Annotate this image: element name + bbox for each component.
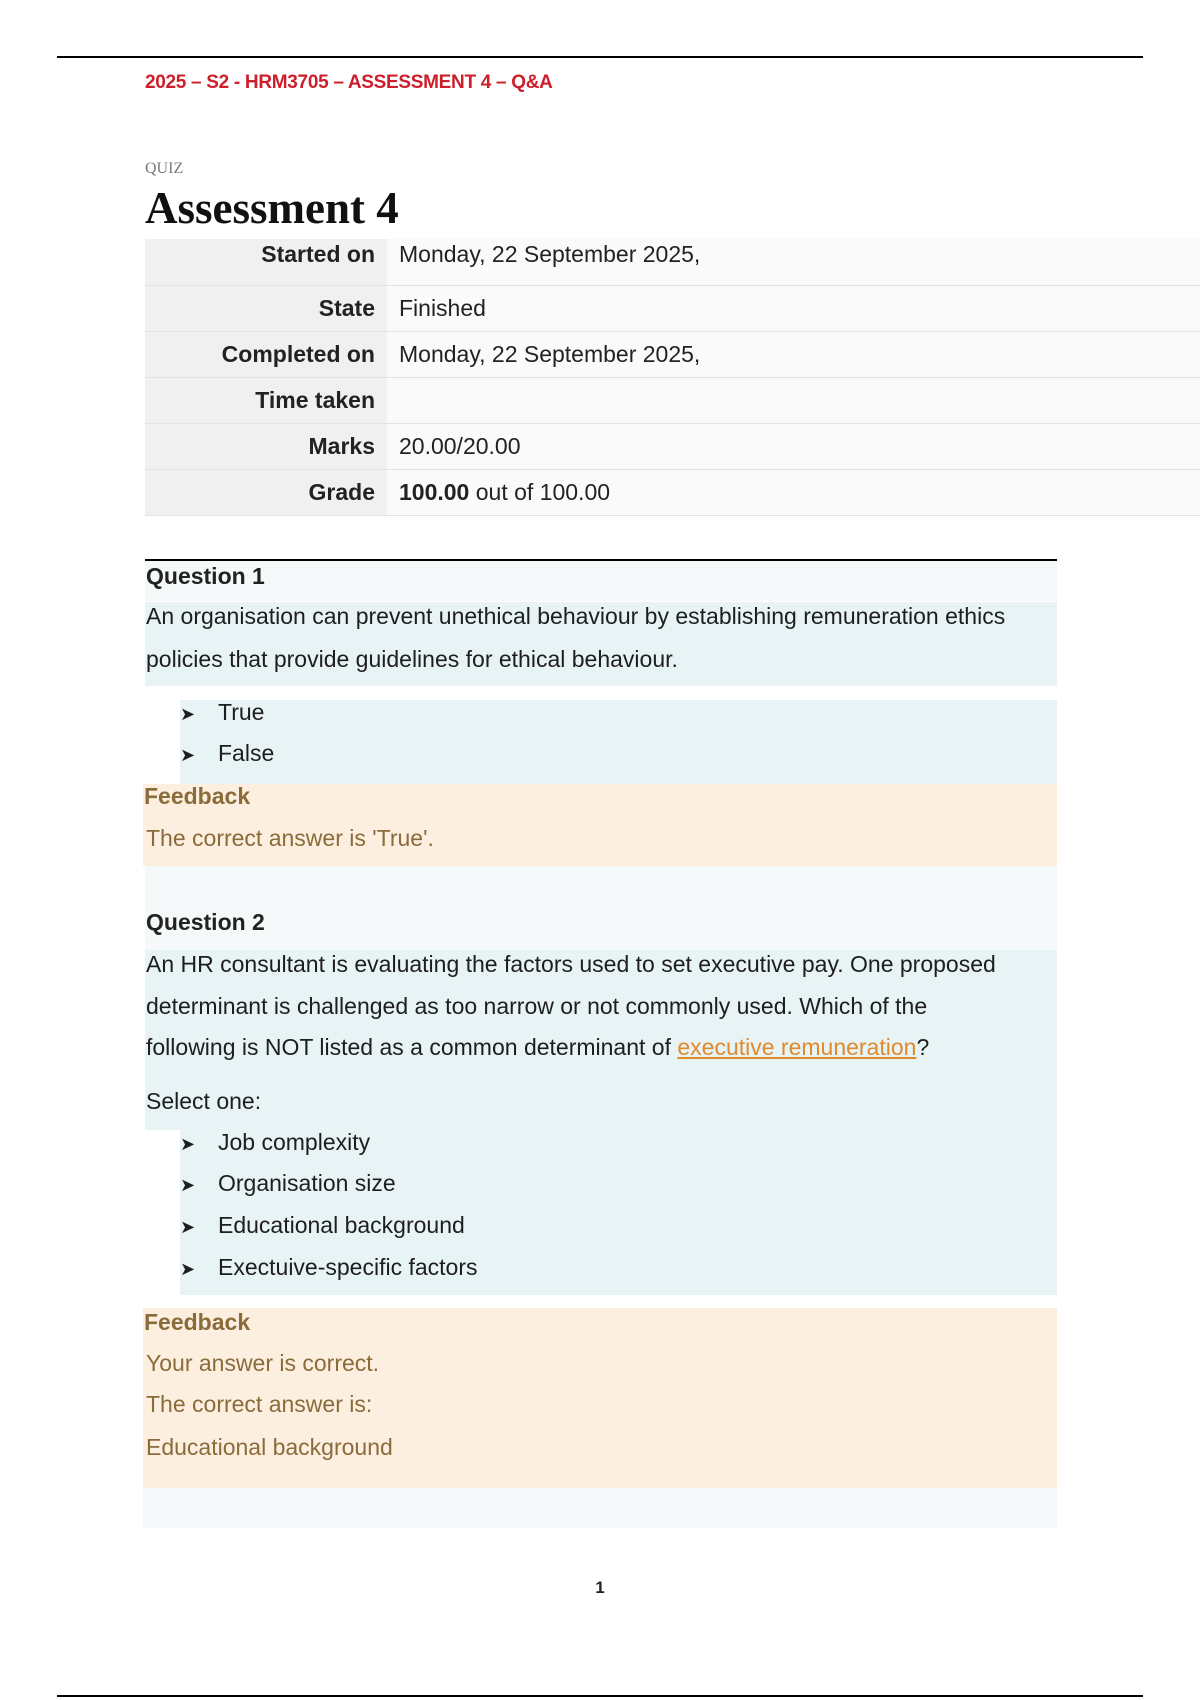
summary-row-started bbox=[145, 239, 1200, 285]
completed-label: Completed on bbox=[145, 331, 387, 377]
arrowhead-bullet-icon: ➤ bbox=[180, 1259, 196, 1279]
executive-remuneration-link[interactable]: executive remuneration bbox=[677, 1034, 917, 1060]
document-header: 2025 – S2 - HRM3705 – ASSESSMENT 4 – Q&A bbox=[145, 72, 553, 93]
quiz-label: QUIZ bbox=[145, 160, 184, 177]
question-1-header-bg bbox=[145, 561, 1057, 601]
question-2-feedback-line-1: Your answer is correct. bbox=[146, 1350, 380, 1376]
marks-value: 20.00/20.00 bbox=[387, 423, 1200, 469]
summary-row-completed bbox=[145, 331, 1200, 377]
arrowhead-bullet-icon: ➤ bbox=[180, 1134, 196, 1154]
question-1-option[interactable] bbox=[180, 699, 264, 726]
page-number: 1 bbox=[595, 1578, 605, 1597]
marks-label: Marks bbox=[145, 423, 387, 469]
question-1-options-panel bbox=[180, 700, 1057, 784]
arrowhead-bullet-icon: ➤ bbox=[180, 704, 196, 724]
option-label: Educational background bbox=[218, 1212, 465, 1238]
state-label: State bbox=[145, 285, 387, 331]
page-title: Assessment 4 bbox=[145, 183, 399, 233]
arrowhead-bullet-icon: ➤ bbox=[180, 1217, 196, 1237]
question-2-feedback-label: Feedback bbox=[144, 1309, 251, 1335]
state-value: Finished bbox=[387, 285, 1200, 331]
started-value: Monday, 22 September 2025, bbox=[387, 239, 1200, 285]
question-1-text-line-1: An organisation can prevent unethical behaviour by establishing remuneration ethics bbox=[146, 603, 1006, 629]
option-label: Organisation size bbox=[218, 1170, 396, 1196]
completed-value: Monday, 22 September 2025, bbox=[387, 331, 1200, 377]
attempt-summary-table bbox=[145, 239, 1200, 516]
question-1-option[interactable] bbox=[180, 740, 274, 767]
question-2-option[interactable] bbox=[180, 1170, 396, 1197]
question-1-text-line-2: policies that provide guidelines for ethical behaviour. bbox=[146, 646, 678, 672]
grade-score: 100.00 bbox=[399, 478, 470, 505]
bottom-rule bbox=[57, 1695, 1143, 1697]
grade-label: Grade bbox=[145, 469, 387, 515]
started-label: Started on bbox=[145, 239, 387, 285]
arrowhead-bullet-icon: ➤ bbox=[180, 1175, 196, 1195]
question-2-prompt: Select one: bbox=[146, 1088, 262, 1114]
question-2-feedback-line-2: The correct answer is: bbox=[146, 1391, 373, 1417]
option-label: Job complexity bbox=[218, 1129, 371, 1155]
question-2-feedback-answer: Educational background bbox=[146, 1434, 393, 1460]
question-2-text-line-3 bbox=[146, 1034, 929, 1061]
top-rule bbox=[57, 56, 1143, 58]
question-2-heading: Question 2 bbox=[146, 909, 265, 935]
question-1-feedback-text: The correct answer is 'True'. bbox=[146, 825, 434, 851]
option-label: Exectuive-specific factors bbox=[218, 1254, 478, 1280]
option-label: False bbox=[218, 740, 275, 766]
question-2-text-line-1: An HR consultant is evaluating the factors used to set executive pay. One proposed bbox=[146, 951, 996, 977]
question-2-header-bg bbox=[145, 866, 1057, 950]
question-2-option[interactable] bbox=[180, 1212, 465, 1239]
grade-total: out of 100.00 bbox=[469, 478, 611, 505]
question-1-heading: Question 1 bbox=[146, 563, 265, 589]
question-1-feedback-label: Feedback bbox=[144, 783, 251, 809]
question-2-option[interactable] bbox=[180, 1254, 477, 1281]
summary-row-state bbox=[145, 285, 1200, 331]
question-2-text-line-2: determinant is challenged as too narrow or not commonly used. Which of the bbox=[146, 993, 928, 1019]
question-2-text-pre: following is NOT listed as a common determinant of bbox=[146, 1034, 678, 1060]
summary-row-grade bbox=[145, 469, 1200, 515]
grade-value bbox=[387, 469, 1200, 515]
question-2-footer-bg bbox=[143, 1488, 1057, 1528]
option-label: True bbox=[218, 699, 265, 725]
time-label: Time taken bbox=[145, 377, 387, 423]
time-value bbox=[387, 377, 1200, 423]
arrowhead-bullet-icon: ➤ bbox=[180, 745, 196, 765]
summary-row-time bbox=[145, 377, 1200, 423]
question-2-text-post: ? bbox=[916, 1034, 930, 1060]
question-2-option[interactable] bbox=[180, 1129, 370, 1156]
summary-row-marks bbox=[145, 423, 1200, 469]
